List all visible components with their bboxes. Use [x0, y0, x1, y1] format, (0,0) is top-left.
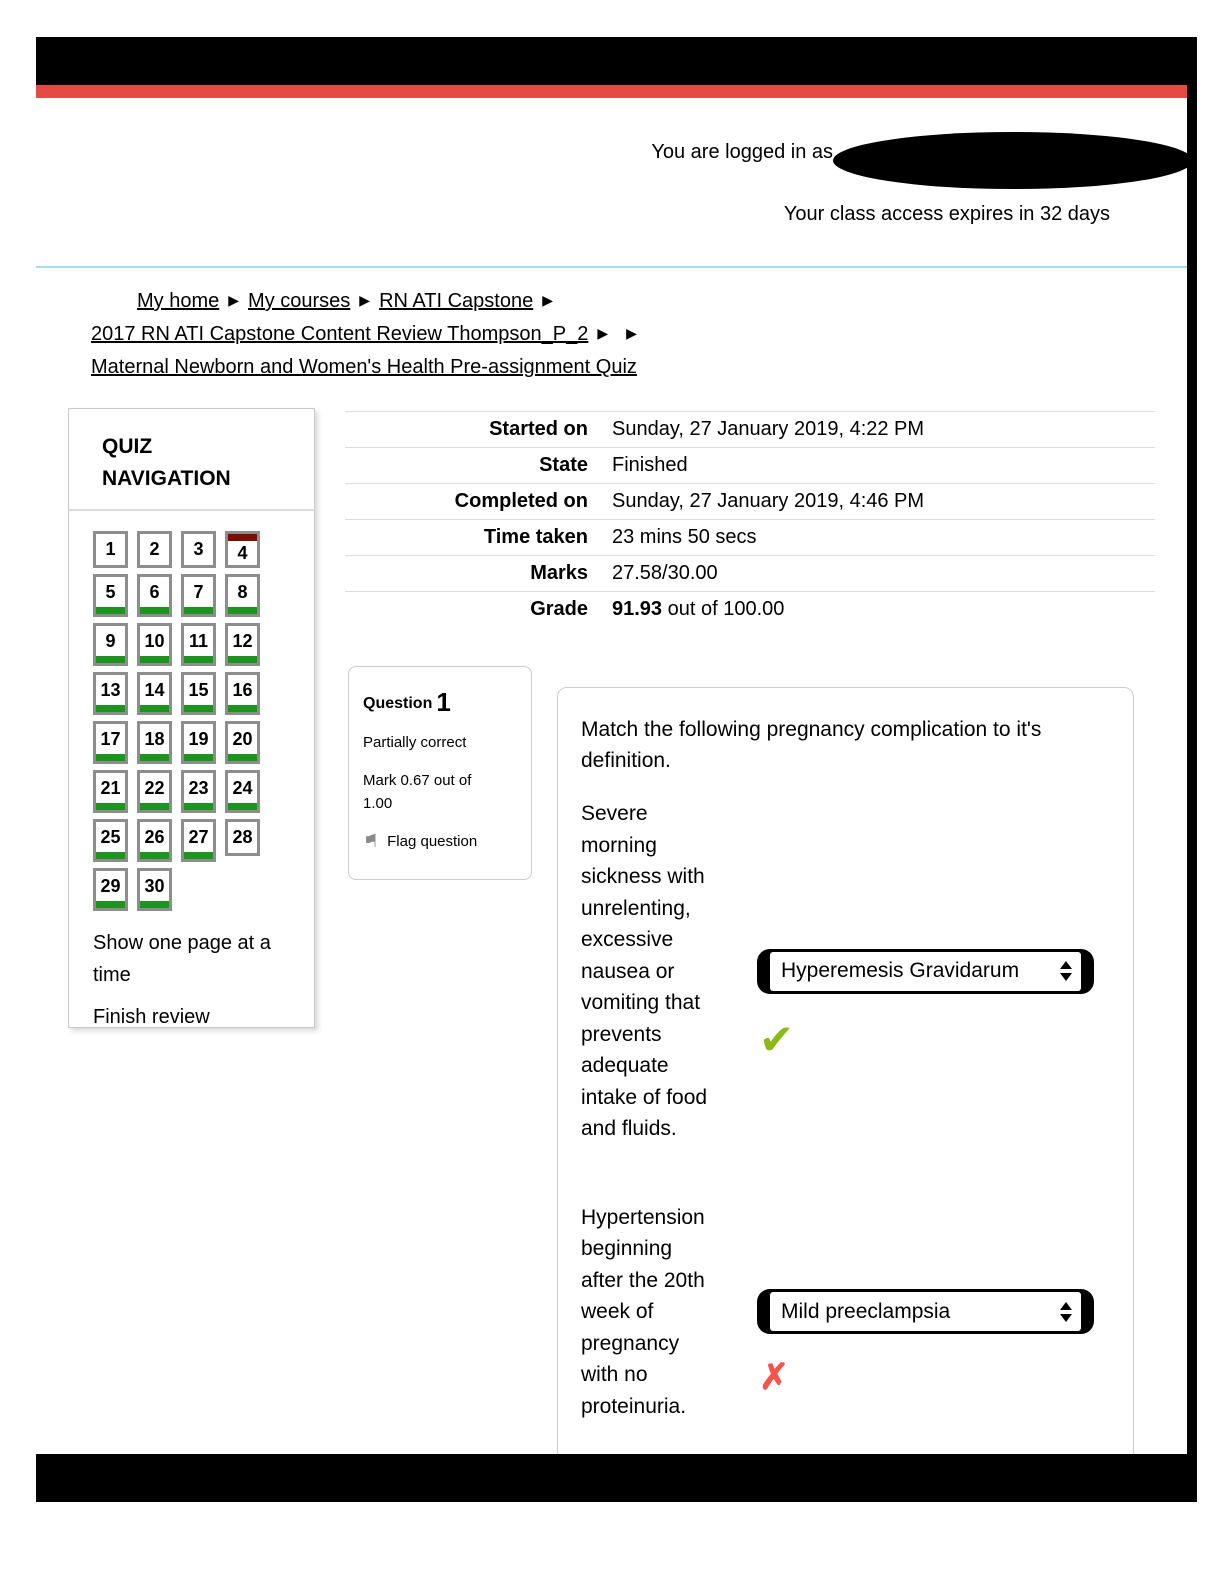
quiz-nav-button-3[interactable]: 3	[181, 531, 216, 568]
quiz-nav-button-26[interactable]: 26	[137, 819, 172, 862]
flag-question-row[interactable]	[363, 831, 517, 852]
breadcrumb-line-3	[91, 351, 646, 383]
correct-check-icon: ✔	[759, 1015, 795, 1063]
match-answer-select-2[interactable]	[757, 1289, 1094, 1334]
quiz-nav-button-19[interactable]: 19	[181, 721, 216, 764]
summary-value: Finished	[612, 454, 688, 476]
quiz-nav-button-18[interactable]: 18	[137, 721, 172, 764]
header-divider	[36, 266, 1187, 268]
answer-column	[757, 949, 1094, 1063]
select-inner	[770, 952, 1081, 991]
quiz-nav-button-15[interactable]: 15	[181, 672, 216, 715]
select-inner	[770, 1292, 1081, 1331]
quiz-nav-button-17[interactable]: 17	[93, 721, 128, 764]
logged-in-text: You are logged in as	[651, 141, 833, 163]
question-label: Question	[363, 695, 433, 712]
finish-review-link[interactable]: Finish review	[93, 1006, 210, 1028]
attempt-summary-table	[345, 411, 1155, 627]
select-value: Mild preeclampsia	[781, 1299, 951, 1323]
match-answer-select-1[interactable]	[757, 949, 1094, 994]
header-bar	[36, 37, 1197, 85]
summary-row-grade	[345, 591, 1155, 627]
select-spinner-icon	[1060, 1302, 1072, 1322]
quiz-nav-button-12[interactable]: 12	[225, 623, 260, 666]
quiz-nav-button-30[interactable]: 30	[137, 868, 172, 911]
question-content-box	[557, 687, 1134, 1477]
summary-row-time-taken	[345, 519, 1155, 555]
answer-column	[757, 1289, 1094, 1398]
match-row-2	[581, 1202, 1113, 1423]
breadcrumb-link-content-review[interactable]: 2017 RN ATI Capstone Content Review Thompson_P_2	[91, 323, 589, 345]
summary-row-started	[345, 411, 1155, 447]
question-info-box	[348, 666, 532, 880]
quiz-nav-button-4[interactable]: 4	[225, 531, 260, 568]
quiz-nav-button-13[interactable]: 13	[93, 672, 128, 715]
question-prompt: Match the following pregnancy complication to it's definition.	[581, 718, 1042, 772]
breadcrumb-link-my-courses[interactable]: My courses	[248, 290, 351, 312]
breadcrumb-link-my-home[interactable]: My home	[137, 290, 220, 312]
access-expiry-text: Your class access expires in 32 days	[783, 203, 1110, 225]
quiz-nav-button-10[interactable]: 10	[137, 623, 172, 666]
quiz-nav-button-16[interactable]: 16	[225, 672, 260, 715]
summary-value: 27.58/30.00	[612, 562, 718, 584]
quiz-nav-button-8[interactable]: 8	[225, 574, 260, 617]
summary-value	[612, 598, 1155, 621]
quiz-nav-button-1[interactable]: 1	[93, 531, 128, 568]
right-frame-bar	[1187, 37, 1197, 1502]
summary-label: Completed on	[454, 490, 588, 512]
question-status: Partially correct	[363, 734, 467, 751]
summary-value: Sunday, 27 January 2019, 4:46 PM	[612, 490, 925, 512]
quiz-nav-button-22[interactable]: 22	[137, 770, 172, 813]
breadcrumb-line-1	[91, 285, 646, 318]
breadcrumb-arrow-icon: ▶	[228, 292, 240, 308]
select-spinner-icon	[1060, 961, 1072, 981]
question-mark: Mark 0.67 out of 1.00	[363, 772, 472, 812]
question-title	[363, 687, 517, 718]
breadcrumb	[91, 285, 646, 383]
flag-question-link[interactable]: Flag question	[387, 833, 478, 850]
quiz-nav-button-27[interactable]: 27	[181, 819, 216, 862]
redaction-blob	[833, 132, 1193, 189]
quiz-nav-button-20[interactable]: 20	[225, 721, 260, 764]
flag-icon: ⚑	[363, 831, 380, 851]
summary-row-completed	[345, 483, 1155, 519]
summary-label: Time taken	[483, 526, 588, 548]
definition-text: Severe morning sickness with unrelenting, excessive nausea or vomiting that prevents adequate intake of food and fluids.	[581, 802, 708, 1140]
quiz-navigation-title: QUIZ NAVIGATION	[102, 435, 231, 490]
grade-out-of: out of 100.00	[662, 598, 785, 620]
match-row-1	[581, 798, 1113, 1145]
quiz-nav-button-11[interactable]: 11	[181, 623, 216, 666]
summary-value: 23 mins 50 secs	[612, 526, 757, 548]
breadcrumb-line-2	[91, 318, 646, 351]
summary-label: Grade	[530, 598, 588, 620]
quiz-nav-button-2[interactable]: 2	[137, 531, 172, 568]
summary-label: Started on	[489, 418, 588, 440]
quiz-navigation-panel	[68, 408, 315, 1028]
quiz-nav-button-21[interactable]: 21	[93, 770, 128, 813]
quiz-nav-button-6[interactable]: 6	[137, 574, 172, 617]
breadcrumb-arrow-icon: ▶	[359, 292, 371, 308]
footer-bar	[36, 1454, 1197, 1502]
quiz-nav-button-7[interactable]: 7	[181, 574, 216, 617]
quiz-navigation-header	[69, 409, 314, 511]
summary-row-marks	[345, 555, 1155, 591]
summary-label: Marks	[530, 562, 588, 584]
question-number: 1	[436, 687, 451, 717]
quiz-nav-button-29[interactable]: 29	[93, 868, 128, 911]
select-value: Hyperemesis Gravidarum	[781, 959, 1020, 983]
quiz-nav-button-9[interactable]: 9	[93, 623, 128, 666]
breadcrumb-arrow-icon: ▶	[542, 292, 553, 308]
breadcrumb-arrow-icon: ▶	[626, 325, 637, 341]
show-one-page-link[interactable]: Show one page at a time	[93, 932, 271, 986]
quiz-nav-button-5[interactable]: 5	[93, 574, 128, 617]
breadcrumb-arrow-icon: ▶	[597, 325, 609, 341]
summary-label: State	[539, 454, 588, 476]
quiz-nav-button-28[interactable]: 28	[225, 819, 260, 862]
summary-value: Sunday, 27 January 2019, 4:22 PM	[612, 418, 925, 440]
breadcrumb-link-course[interactable]: RN ATI Capstone	[379, 290, 534, 312]
quiz-nav-grid	[93, 531, 314, 911]
quiz-nav-button-14[interactable]: 14	[137, 672, 172, 715]
summary-row-state	[345, 447, 1155, 483]
breadcrumb-link-quiz[interactable]: Maternal Newborn and Women's Health Pre-assignment Quiz	[91, 356, 637, 378]
incorrect-cross-icon: ✗	[759, 1356, 790, 1398]
quiz-nav-button-24[interactable]: 24	[225, 770, 260, 813]
header-accent-stripe	[36, 85, 1188, 98]
quiz-nav-button-23[interactable]: 23	[181, 770, 216, 813]
grade-value: 91.93	[612, 598, 663, 620]
definition-text: Hypertension beginning after the 20th week of pregnancy with no proteinuria.	[581, 1205, 705, 1418]
quiz-nav-button-25[interactable]: 25	[93, 819, 128, 862]
